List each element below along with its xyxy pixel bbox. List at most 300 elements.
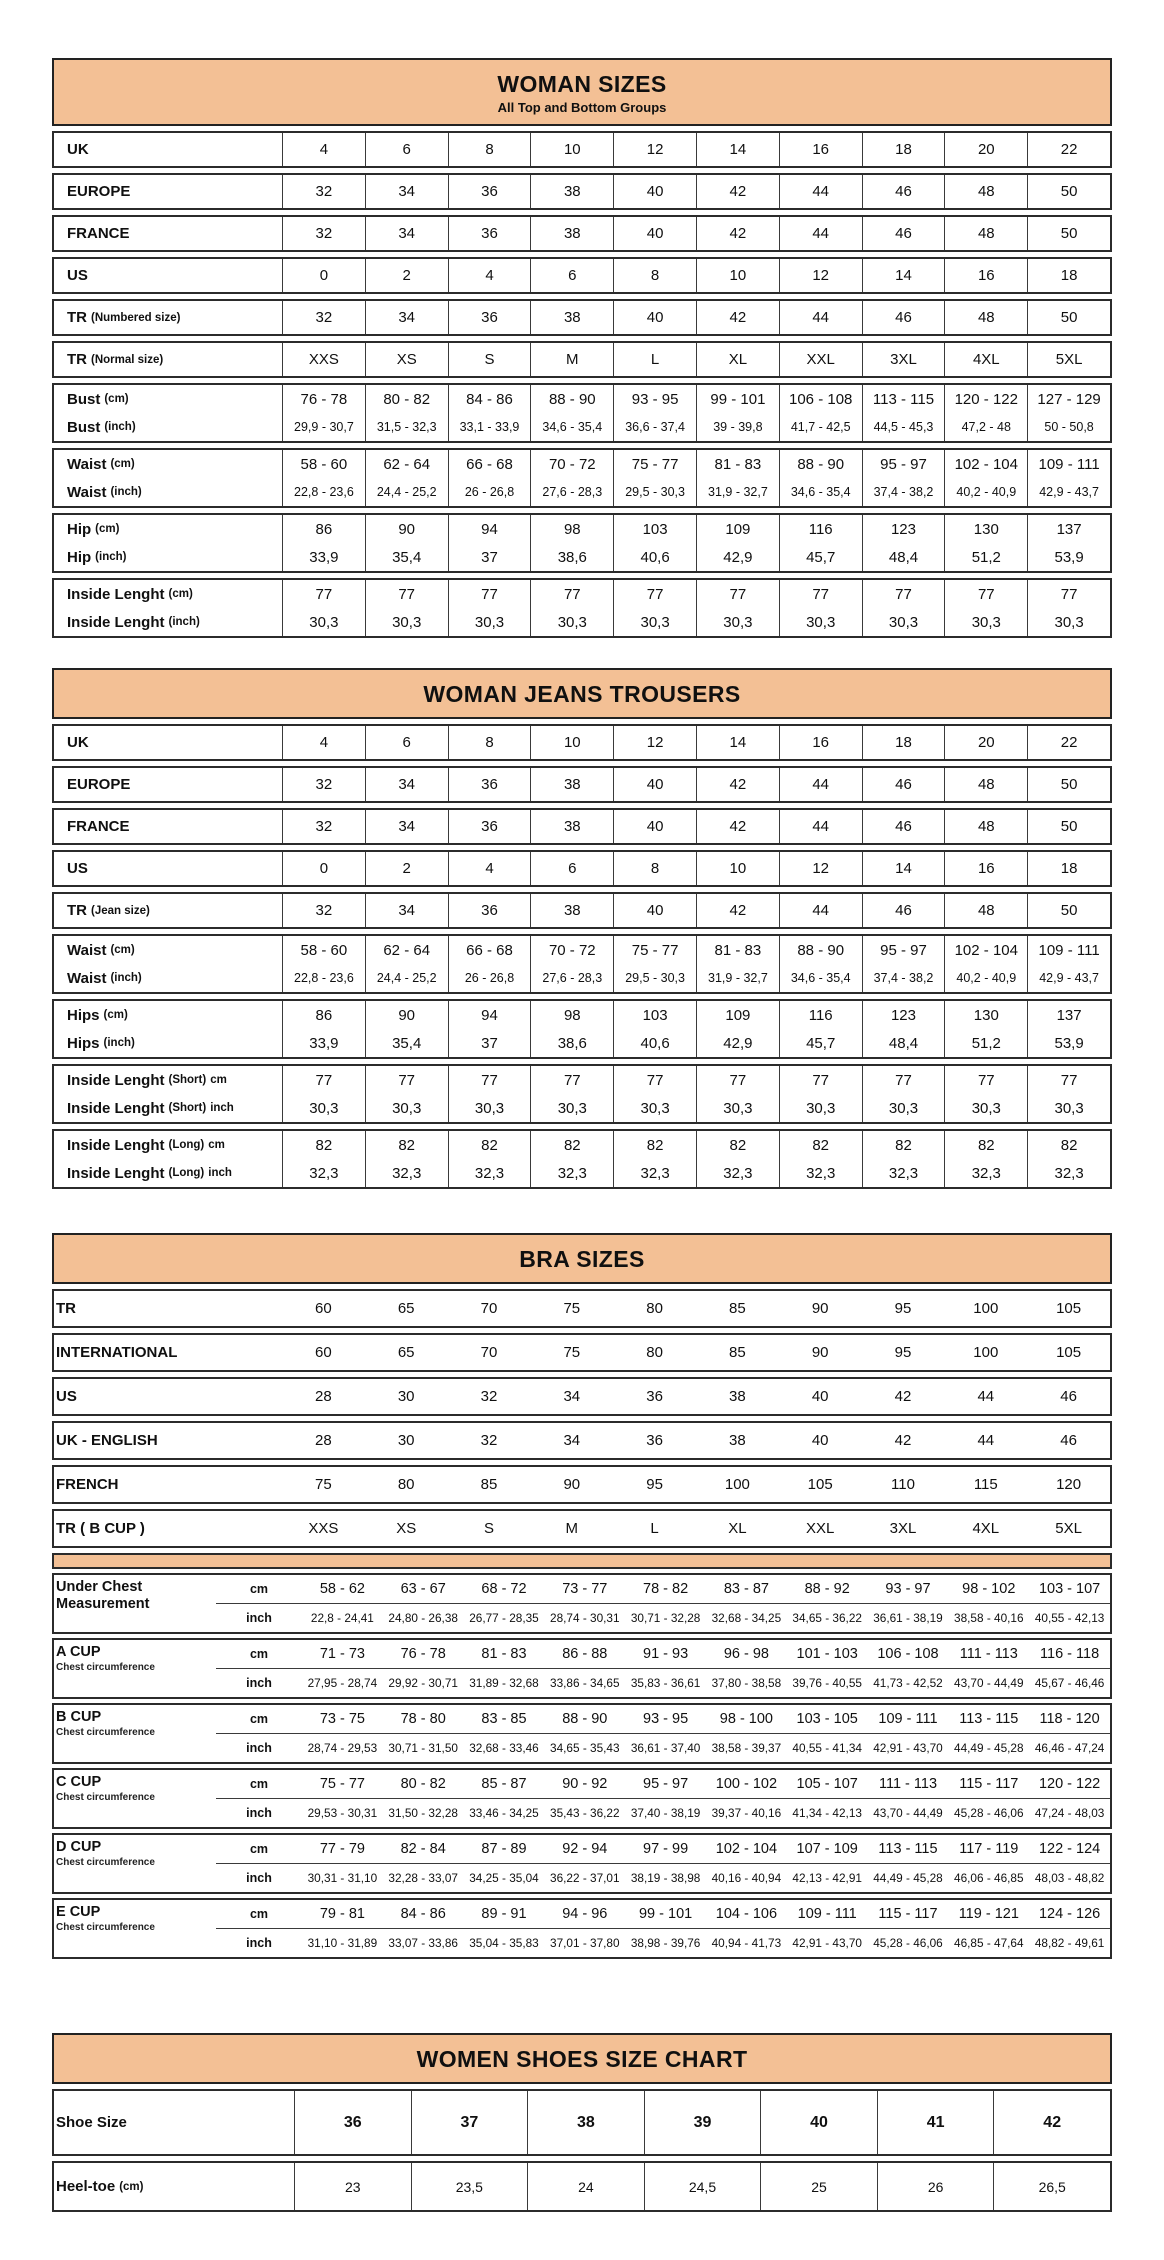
- size-cell: 30,71 - 32,28: [630, 1611, 701, 1625]
- row-label-unit: inch: [210, 1102, 234, 1114]
- row-label-paren: (Short): [168, 1074, 207, 1086]
- cup-size-group: [52, 1573, 1112, 1634]
- unit-cell: cm: [216, 1640, 302, 1669]
- size-cell: 40: [613, 768, 696, 801]
- size-cell: 50: [1027, 768, 1110, 801]
- size-cell: 32,3: [696, 1159, 779, 1187]
- size-cell: 39 - 39,8: [696, 413, 779, 441]
- size-cell: 62 - 64: [365, 936, 448, 964]
- size-cell: 137: [1027, 515, 1110, 543]
- size-row-group: [52, 1129, 1112, 1189]
- size-cell: 22,8 - 23,6: [282, 964, 365, 992]
- size-cell: 110: [891, 1476, 915, 1493]
- unit-cell: inch: [246, 1611, 272, 1625]
- size-cell: 45,28 - 46,06: [954, 1806, 1024, 1820]
- size-cell: 71 - 73: [302, 1640, 383, 1669]
- size-cell: XL: [696, 343, 779, 376]
- size-cell: 36,61 - 37,40: [630, 1741, 701, 1755]
- row-label: [54, 608, 282, 636]
- size-cell: XXL: [779, 343, 862, 376]
- row-label: [54, 1029, 282, 1057]
- size-cell: 103 - 107: [1029, 1575, 1110, 1604]
- table-header: [52, 58, 1112, 126]
- size-cell: 46,46 - 47,24: [1034, 1741, 1105, 1755]
- cup-group-label: [54, 1900, 216, 1957]
- size-cell: 86: [282, 515, 365, 543]
- row-label-text: Shoe Size: [56, 2114, 127, 2131]
- size-cell: 18: [1027, 259, 1110, 292]
- size-cell: 109 - 111: [868, 1705, 949, 1734]
- size-cell: 48: [944, 768, 1027, 801]
- size-cell: 50: [1027, 175, 1110, 208]
- size-cell: 58 - 62: [302, 1575, 383, 1604]
- size-cell: 20: [944, 133, 1027, 166]
- size-cell: 77: [779, 1066, 862, 1094]
- size-cell: 46: [1060, 1388, 1077, 1405]
- cup-group-title: Under Chest Measurement: [56, 1579, 150, 1612]
- size-cell: 50: [1027, 217, 1110, 250]
- size-cell: 48: [944, 175, 1027, 208]
- size-cell: 0: [282, 259, 365, 292]
- size-cell: 40,2 - 40,9: [944, 478, 1027, 506]
- size-cell: 41,34 - 42,13: [792, 1806, 862, 1820]
- size-cell: 30,3: [365, 608, 448, 636]
- size-cell: 60: [315, 1344, 332, 1361]
- size-cell: 33,46 - 34,25: [469, 1806, 539, 1820]
- cup-group-label: [54, 1705, 216, 1762]
- size-cell: 100 - 102: [706, 1770, 787, 1799]
- size-cell: 40: [811, 1432, 829, 1449]
- row-label-text: Heel-toe: [56, 2178, 116, 2195]
- size-cell: 75 - 77: [613, 936, 696, 964]
- table-subtitle: All Top and Bottom Groups: [497, 100, 667, 115]
- size-cell: 127 - 129: [1027, 385, 1110, 413]
- size-cell: 70: [480, 1344, 498, 1361]
- row-label: [54, 413, 282, 441]
- size-cell: L: [650, 1520, 659, 1537]
- size-cell: 103 - 105: [787, 1705, 868, 1734]
- size-cell: 116 - 118: [1029, 1640, 1110, 1669]
- size-cell: 36: [448, 175, 531, 208]
- size-cell: 39,37 - 40,16: [711, 1806, 782, 1820]
- row-label: [54, 1423, 282, 1458]
- size-cell: 34,65 - 36,22: [792, 1611, 862, 1625]
- size-row-group: [52, 1333, 1112, 1372]
- size-cell: 86: [282, 1001, 365, 1029]
- size-cell: 100: [724, 1476, 750, 1493]
- size-cell: 36: [448, 301, 531, 334]
- size-cell: 82: [696, 1131, 779, 1159]
- size-cell: 109: [696, 1001, 779, 1029]
- size-cell: 123: [862, 1001, 945, 1029]
- cup-size-group: [52, 1833, 1112, 1894]
- size-cell: 32,3: [779, 1159, 862, 1187]
- row-label-unit: cm: [208, 1139, 225, 1151]
- size-cell: 111 - 113: [868, 1770, 949, 1799]
- size-cell: XS: [365, 343, 448, 376]
- row-label: [54, 2163, 294, 2210]
- row-label-text: Hips: [67, 1006, 100, 1024]
- size-cell: 45,28 - 46,06: [873, 1936, 943, 1950]
- size-cell: 34: [365, 301, 448, 334]
- size-cell: 5XL: [1055, 1520, 1082, 1537]
- size-cell: 32,28 - 33,07: [388, 1871, 458, 1885]
- size-cell: 29,9 - 30,7: [282, 413, 365, 441]
- size-cell: 77: [696, 580, 779, 608]
- size-cell: 30,3: [779, 1094, 862, 1122]
- size-row-group: [52, 850, 1112, 887]
- size-row-group: [52, 383, 1112, 443]
- size-cell: 75: [563, 1300, 581, 1317]
- row-label-text: Hip: [67, 548, 92, 566]
- size-cell: 37: [448, 1029, 531, 1057]
- cup-group-label: [54, 1835, 216, 1892]
- size-cell: 98 - 102: [948, 1575, 1029, 1604]
- size-cell: 14: [696, 726, 779, 759]
- size-cell: 70 - 72: [530, 936, 613, 964]
- size-cell: 8: [448, 133, 531, 166]
- size-cell: 36: [294, 2091, 411, 2154]
- row-label: [54, 133, 282, 166]
- size-cell: 82 - 84: [383, 1835, 464, 1864]
- shoes-row: [52, 2161, 1112, 2212]
- size-cell: 88 - 90: [544, 1705, 625, 1734]
- size-cell: 105: [807, 1476, 833, 1493]
- size-cell: 34,6 - 35,4: [779, 964, 862, 992]
- size-row-group: [52, 513, 1112, 573]
- size-cell: 42: [696, 217, 779, 250]
- size-cell: 30,3: [944, 1094, 1027, 1122]
- row-label-paren: (inch): [168, 616, 200, 628]
- size-cell: 33,86 - 34,65: [550, 1676, 620, 1690]
- size-cell: 105 - 107: [787, 1770, 868, 1799]
- size-cell: 12: [779, 259, 862, 292]
- size-cell: 29,92 - 30,71: [388, 1676, 458, 1690]
- size-cell: XXL: [806, 1520, 835, 1537]
- size-cell: 44: [779, 217, 862, 250]
- size-cell: 10: [530, 133, 613, 166]
- size-cell: 51,2: [944, 543, 1027, 571]
- size-cell: 42,9 - 43,7: [1027, 478, 1110, 506]
- row-label-text: Bust: [67, 418, 101, 436]
- row-label-text: TR: [67, 351, 87, 368]
- size-cell: 92 - 94: [544, 1835, 625, 1864]
- size-cell: 32,3: [862, 1159, 945, 1187]
- row-label: [54, 1159, 282, 1187]
- size-cell: 28,74 - 30,31: [550, 1611, 620, 1625]
- size-cell: 32: [282, 175, 365, 208]
- size-cell: 100: [973, 1300, 999, 1317]
- row-label-text: UK: [67, 141, 89, 158]
- size-cell: 29,53 - 30,31: [307, 1806, 378, 1820]
- row-label: [54, 385, 282, 413]
- size-cell: 6: [530, 259, 613, 292]
- row-label-text: FRANCE: [67, 818, 130, 835]
- row-label: [54, 726, 282, 759]
- row-label: [54, 450, 282, 478]
- size-cell: 27,6 - 28,3: [530, 478, 613, 506]
- size-cell: 85: [480, 1476, 498, 1493]
- size-cell: 50: [1027, 894, 1110, 927]
- size-cell: 103: [613, 1001, 696, 1029]
- row-label: [54, 1511, 282, 1546]
- size-cell: 42,9: [696, 543, 779, 571]
- size-cell: 34,6 - 35,4: [779, 478, 862, 506]
- size-cell: 27,6 - 28,3: [530, 964, 613, 992]
- cup-group-title: C CUP: [56, 1774, 102, 1790]
- size-cell: 83 - 87: [706, 1575, 787, 1604]
- size-cell: 46: [862, 810, 945, 843]
- size-cell: 98: [530, 1001, 613, 1029]
- size-cell: 115 - 117: [948, 1770, 1029, 1799]
- cup-group-title: E CUP: [56, 1904, 101, 1920]
- row-label-paren: (inch): [103, 1037, 135, 1049]
- size-cell: 22,8 - 24,41: [310, 1611, 374, 1625]
- size-cell: 31,89 - 32,68: [469, 1676, 539, 1690]
- size-cell: 75 - 77: [302, 1770, 383, 1799]
- size-cell: 58 - 60: [282, 450, 365, 478]
- size-cell: XL: [728, 1520, 747, 1537]
- size-cell: 77: [944, 580, 1027, 608]
- size-cell: 30,3: [696, 608, 779, 636]
- size-cell: 103: [613, 515, 696, 543]
- size-cell: 35,4: [365, 543, 448, 571]
- size-cell: 32: [282, 217, 365, 250]
- size-cell: 0: [282, 852, 365, 885]
- row-label-paren: (cm): [168, 588, 193, 600]
- size-cell: 116: [779, 1001, 862, 1029]
- size-cell: 28: [315, 1388, 332, 1405]
- size-cell: 73 - 75: [302, 1705, 383, 1734]
- size-cell: 118 - 120: [1029, 1705, 1110, 1734]
- size-cell: 77: [282, 580, 365, 608]
- size-cell: 26,5: [993, 2163, 1110, 2210]
- size-table: [52, 668, 1112, 1189]
- size-cell: 24,5: [644, 2163, 761, 2210]
- unit-cell: inch: [246, 1741, 272, 1755]
- row-label-paren: (Jean size): [91, 904, 150, 917]
- size-cell: 30: [397, 1432, 415, 1449]
- cup-size-group: [52, 1703, 1112, 1764]
- size-cell: 32,3: [944, 1159, 1027, 1187]
- size-cell: 30,3: [613, 1094, 696, 1122]
- size-cell: 22,8 - 23,6: [282, 478, 365, 506]
- size-cell: 40,6: [613, 1029, 696, 1057]
- size-cell: 36: [448, 768, 531, 801]
- size-cell: 33,9: [282, 1029, 365, 1057]
- size-cell: 38: [530, 175, 613, 208]
- size-cell: S: [448, 343, 531, 376]
- size-cell: 35,04 - 35,83: [469, 1936, 539, 1950]
- row-label-text: Inside Lenght: [67, 585, 165, 603]
- size-cell: 36,61 - 38,19: [873, 1611, 943, 1625]
- row-label: [54, 810, 282, 843]
- size-cell: 42: [696, 768, 779, 801]
- size-cell: 65: [397, 1344, 415, 1361]
- size-cell: 38: [530, 768, 613, 801]
- size-row-group: [52, 578, 1112, 638]
- size-cell: 50 - 50,8: [1027, 413, 1110, 441]
- size-cell: 6: [530, 852, 613, 885]
- size-cell: 37,4 - 38,2: [862, 478, 945, 506]
- size-cell: 32,3: [282, 1159, 365, 1187]
- size-cell: 84 - 86: [383, 1900, 464, 1929]
- size-cell: 90: [365, 1001, 448, 1029]
- row-label-paren: (inch): [104, 421, 136, 433]
- row-label: [54, 1094, 282, 1122]
- size-cell: 95: [894, 1344, 912, 1361]
- size-table: [52, 1233, 1112, 1959]
- size-cell: 32,68 - 33,46: [469, 1741, 539, 1755]
- size-cell: 32: [480, 1388, 498, 1405]
- row-label: [54, 301, 282, 334]
- size-cell: 105: [1056, 1300, 1082, 1317]
- size-cell: 24,80 - 26,38: [388, 1611, 458, 1625]
- size-cell: 78 - 80: [383, 1705, 464, 1734]
- size-cell: 16: [779, 133, 862, 166]
- size-cell: 39,76 - 40,55: [792, 1676, 862, 1690]
- size-cell: 30,3: [862, 1094, 945, 1122]
- size-cell: 18: [862, 726, 945, 759]
- size-cell: 34,25 - 35,04: [469, 1871, 539, 1885]
- size-cell: 12: [779, 852, 862, 885]
- size-cell: 38: [530, 810, 613, 843]
- unit-cell: cm: [216, 1835, 302, 1864]
- unit-cell: inch: [246, 1676, 272, 1690]
- size-cell: 62 - 64: [365, 450, 448, 478]
- size-cell: 36: [448, 894, 531, 927]
- size-cell: 35,43 - 36,22: [550, 1806, 620, 1820]
- size-cell: 77: [448, 1066, 531, 1094]
- size-cell: 10: [696, 259, 779, 292]
- size-cell: 30,31 - 31,10: [307, 1871, 378, 1885]
- size-cell: 77: [613, 580, 696, 608]
- size-cell: 40: [613, 175, 696, 208]
- size-cell: 4XL: [972, 1520, 1000, 1537]
- row-label-text: US: [56, 1388, 77, 1405]
- size-cell: M: [565, 1520, 579, 1537]
- size-cell: 34: [365, 894, 448, 927]
- size-cell: 29,5 - 30,3: [613, 478, 696, 506]
- size-cell: 5XL: [1027, 343, 1110, 376]
- size-cell: 35,83 - 36,61: [630, 1676, 701, 1690]
- size-cell: 22: [1027, 133, 1110, 166]
- size-cell: 77: [696, 1066, 779, 1094]
- row-label-text: INTERNATIONAL: [56, 1344, 178, 1361]
- row-label: [54, 936, 282, 964]
- size-cell: 105: [1056, 1344, 1082, 1361]
- size-cell: 41: [877, 2091, 994, 2154]
- size-cell: 91 - 93: [625, 1640, 706, 1669]
- size-cell: 77 - 79: [302, 1835, 383, 1864]
- size-cell: 109 - 111: [1027, 450, 1110, 478]
- row-label-text: TR: [67, 309, 87, 326]
- size-cell: 40,55 - 41,34: [792, 1741, 862, 1755]
- size-cell: 40,6: [613, 543, 696, 571]
- size-cell: 109 - 111: [1027, 936, 1110, 964]
- row-label: [54, 1335, 282, 1370]
- size-cell: 34: [563, 1432, 581, 1449]
- size-cell: 2: [365, 852, 448, 885]
- size-cell: 26 - 26,8: [448, 964, 531, 992]
- size-cell: 16: [944, 259, 1027, 292]
- size-cell: 16: [944, 852, 1027, 885]
- size-cell: 68 - 72: [464, 1575, 545, 1604]
- size-cell: 79 - 81: [302, 1900, 383, 1929]
- size-cell: 38,58 - 39,37: [711, 1741, 782, 1755]
- size-cell: 23: [294, 2163, 411, 2210]
- size-cell: 58 - 60: [282, 936, 365, 964]
- size-cell: 85 - 87: [464, 1770, 545, 1799]
- size-cell: S: [483, 1520, 494, 1537]
- size-cell: 80: [397, 1476, 415, 1493]
- size-cell: 66 - 68: [448, 450, 531, 478]
- size-cell: 48: [944, 894, 1027, 927]
- size-cell: 37: [448, 543, 531, 571]
- row-label-text: Waist: [67, 969, 107, 987]
- size-cell: 40: [811, 1388, 829, 1405]
- row-label-paren: (cm): [110, 944, 135, 956]
- unit-cell: cm: [216, 1705, 302, 1734]
- size-cell: 40: [613, 894, 696, 927]
- size-cell: 30,3: [448, 608, 531, 636]
- size-cell: 82: [530, 1131, 613, 1159]
- size-cell: 46: [1060, 1432, 1077, 1449]
- row-label-paren: (cm): [95, 523, 120, 535]
- unit-cell: inch: [246, 1806, 272, 1820]
- row-label-text: Waist: [67, 455, 107, 473]
- size-cell: 32,3: [1027, 1159, 1110, 1187]
- size-row-group: [52, 257, 1112, 294]
- size-cell: 30,3: [944, 608, 1027, 636]
- size-cell: 63 - 67: [383, 1575, 464, 1604]
- size-table: [52, 2033, 1112, 2212]
- row-label-paren: (inch): [110, 486, 142, 498]
- size-cell: 32,3: [448, 1159, 531, 1187]
- size-cell: 30,3: [779, 608, 862, 636]
- size-cell: 30,3: [282, 608, 365, 636]
- divider-band: [52, 1553, 1112, 1569]
- row-label-text: US: [67, 267, 88, 284]
- size-cell: 95 - 97: [862, 450, 945, 478]
- size-cell: 23,5: [411, 2163, 528, 2210]
- size-cell: 93 - 95: [613, 385, 696, 413]
- size-cell: 34: [563, 1388, 581, 1405]
- size-cell: 34: [365, 768, 448, 801]
- size-cell: 82: [282, 1131, 365, 1159]
- size-cell: 37,01 - 37,80: [550, 1936, 620, 1950]
- size-cell: 33,1 - 33,9: [448, 413, 531, 441]
- row-label-text: Hip: [67, 520, 92, 538]
- size-cell: 25: [760, 2163, 877, 2210]
- size-cell: 75: [315, 1476, 332, 1493]
- size-cell: 48: [944, 301, 1027, 334]
- size-cell: 39: [644, 2091, 761, 2154]
- size-cell: 16: [779, 726, 862, 759]
- size-cell: 93 - 97: [868, 1575, 949, 1604]
- size-cell: 32,68 - 34,25: [711, 1611, 782, 1625]
- size-cell: 83 - 85: [464, 1705, 545, 1734]
- row-label: [54, 1001, 282, 1029]
- row-label: [54, 852, 282, 885]
- size-cell: 4: [282, 133, 365, 166]
- size-cell: 38: [729, 1432, 746, 1449]
- table-header: [52, 668, 1112, 719]
- size-cell: 6: [365, 726, 448, 759]
- unit-cell: inch: [246, 1871, 272, 1885]
- size-cell: 66 - 68: [448, 936, 531, 964]
- size-cell: 41,73 - 42,52: [873, 1676, 943, 1690]
